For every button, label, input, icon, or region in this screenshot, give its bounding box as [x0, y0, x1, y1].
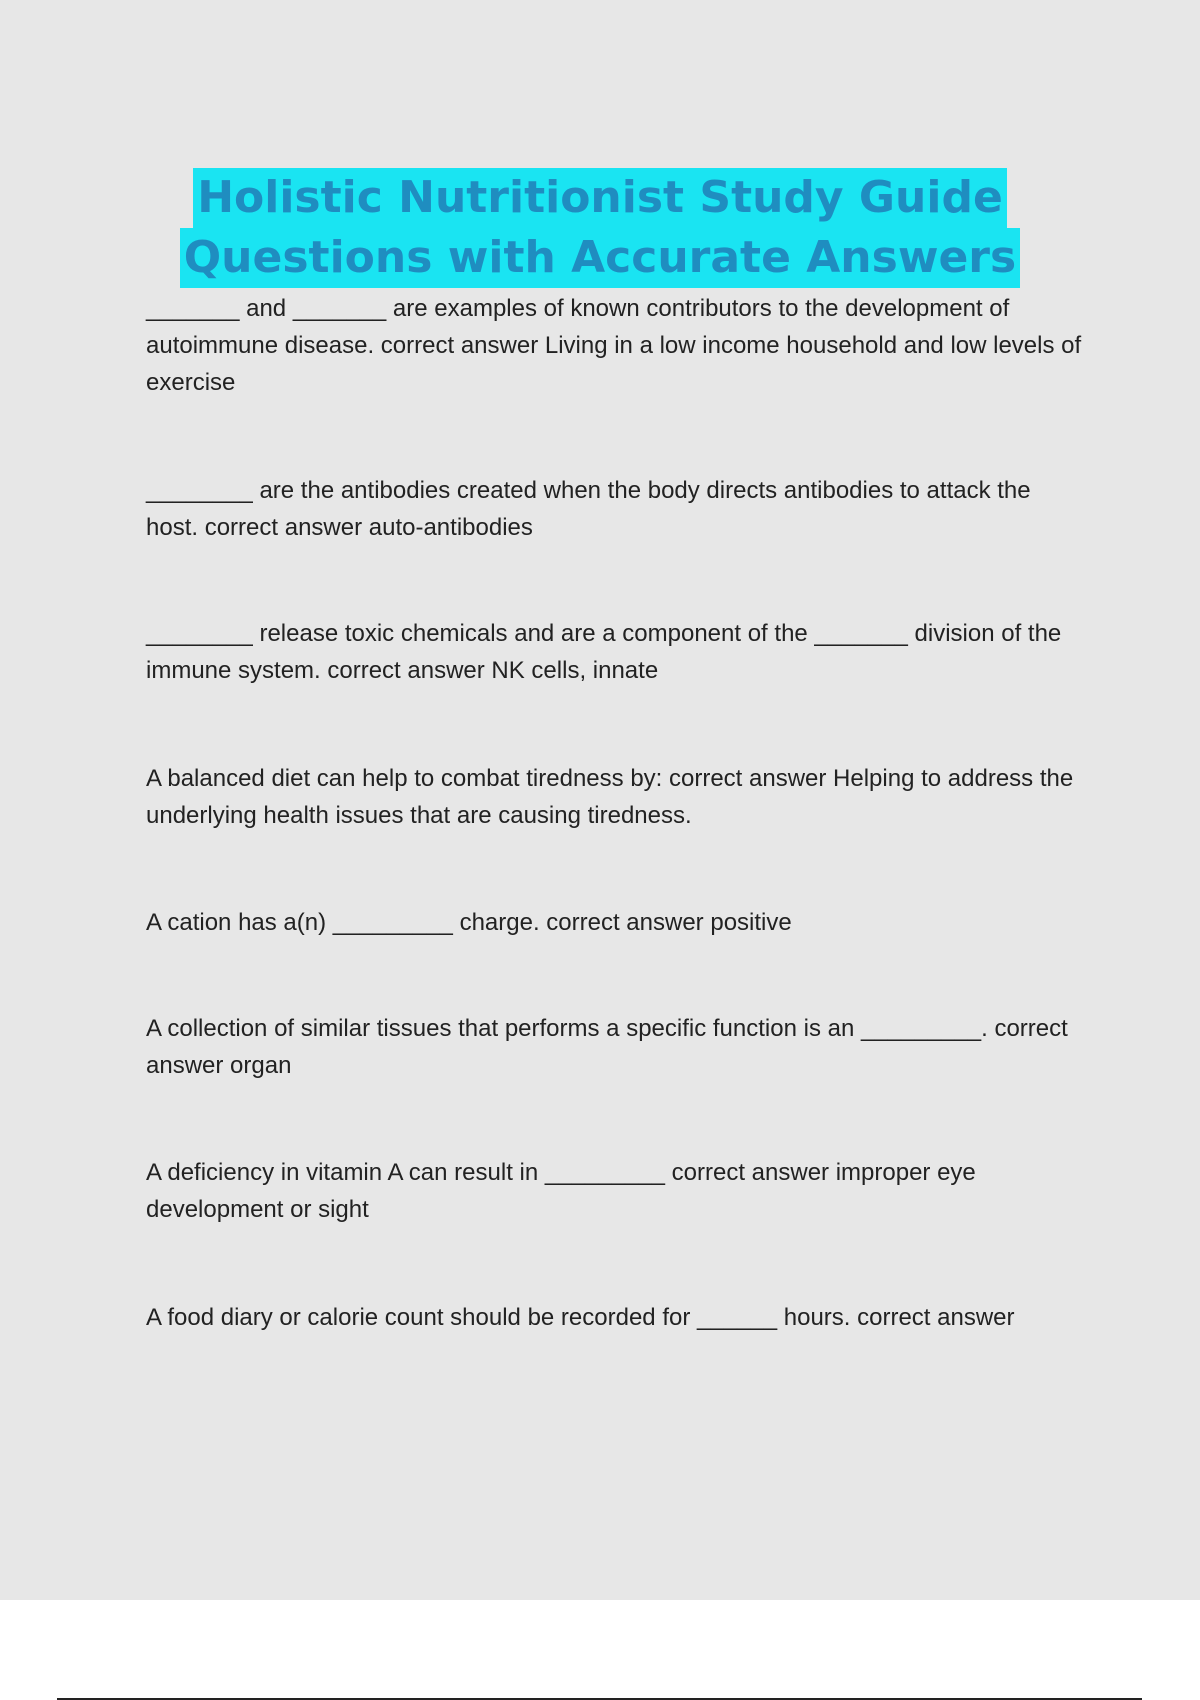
qa-item-1: _______ and _______ are examples of known contributors to the development of autoimmune disease. correct answer Living in a low income household and low levels of exercise [146, 295, 1082, 396]
qa-item-3: ________ release toxic chemicals and are a component of the _______ division of the immune system. correct answer NK cells, innate [146, 620, 1062, 684]
title-line-1: Holistic Nutritionist Study Guide [193, 168, 1007, 228]
qa-item-8: A food diary or calorie count should be recorded for ______ hours. correct answer [146, 1304, 1015, 1331]
qa-item-5: A cation has a(n) _________ charge. correct answer positive [146, 909, 792, 936]
qa-item-6: A collection of similar tissues that performs a specific function is an _________. correct answer organ [146, 1015, 1068, 1079]
qa-item-2: ________ are the antibodies created when the body directs antibodies to attack the host. correct answer auto-antibodies [146, 477, 1031, 541]
document-title [0, 168, 1200, 288]
qa-item-7: A deficiency in vitamin A can result in _________ correct answer improper eye development or sight [146, 1159, 976, 1223]
qa-item-4: A balanced diet can help to combat tiredness by: correct answer Helping to address the underlying health issues that are causing tiredness. [146, 765, 1074, 829]
title-line-2: Questions with Accurate Answers [180, 228, 1020, 288]
